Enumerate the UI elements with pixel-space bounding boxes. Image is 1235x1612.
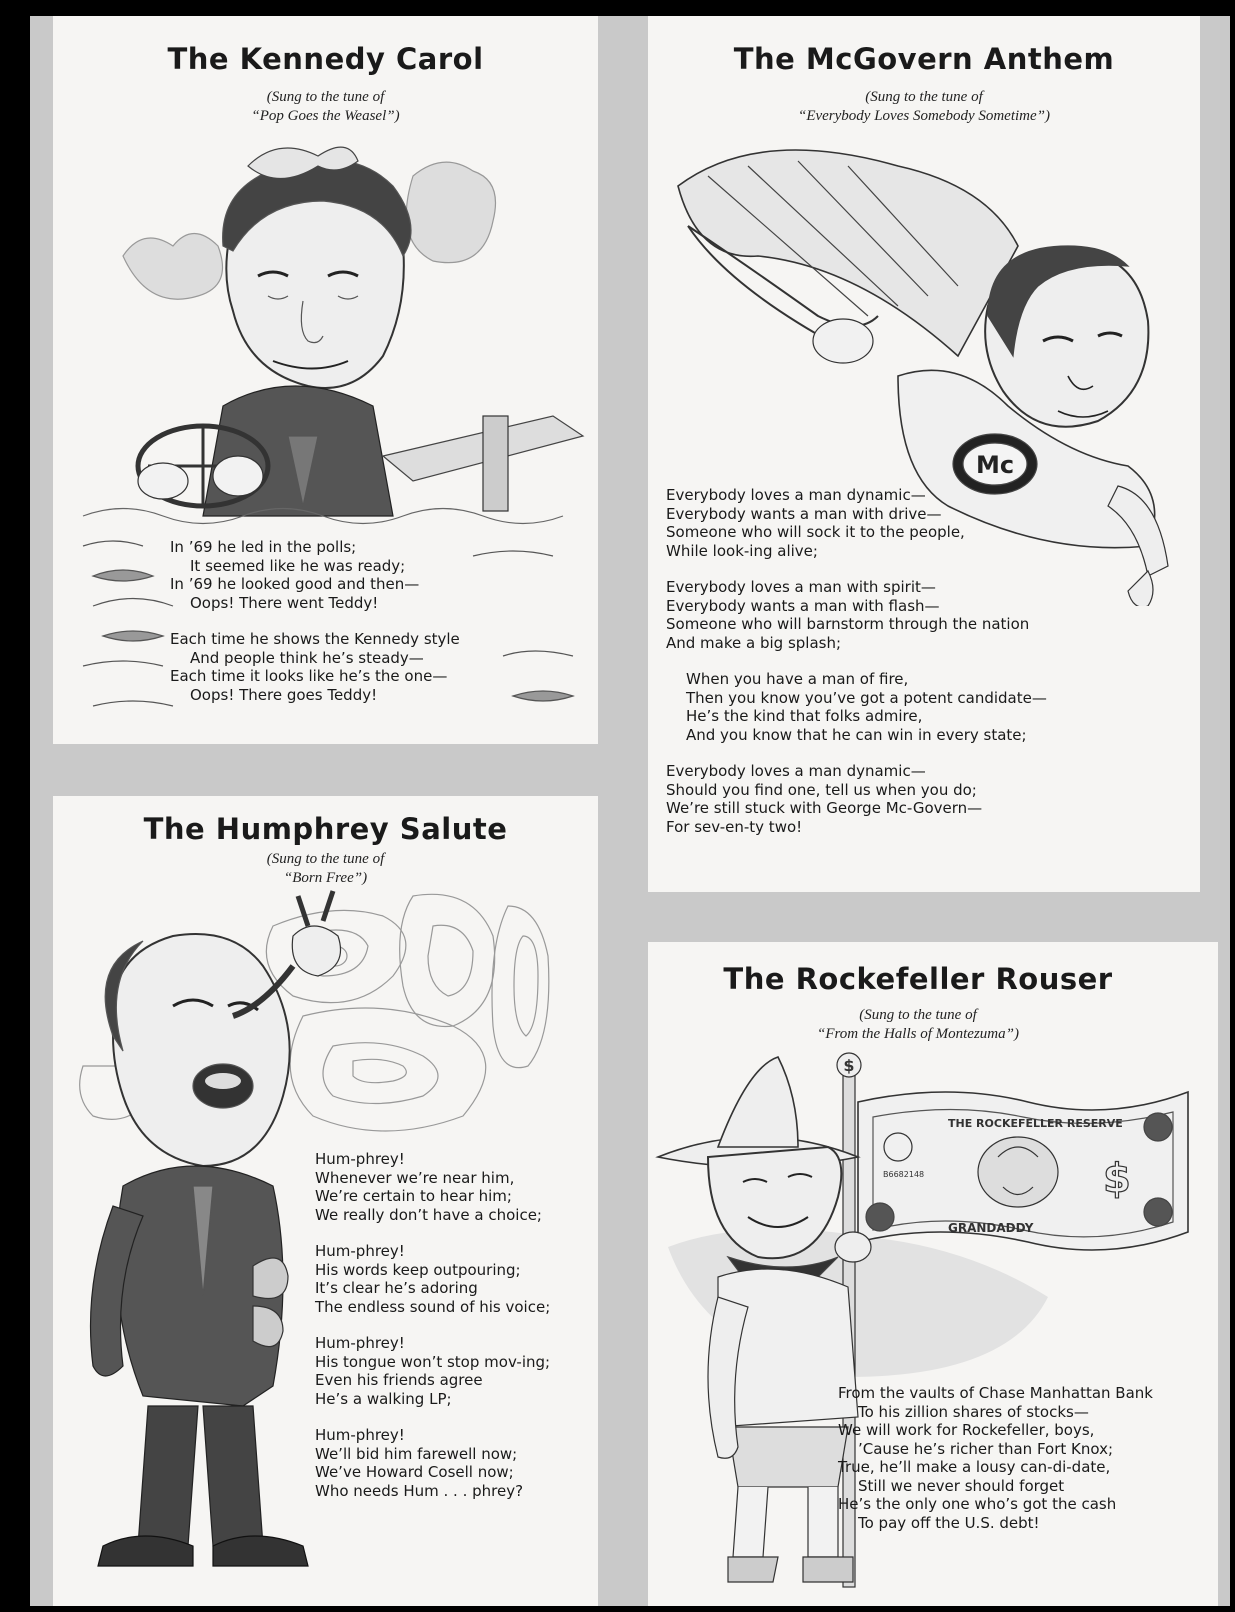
lyric-line: To his zillion shares of stocks— bbox=[858, 1402, 1089, 1421]
lyric-line: We really don’t have a choice; bbox=[315, 1205, 542, 1224]
lyric-line: From the vaults of Chase Manhattan Bank bbox=[838, 1384, 1153, 1402]
lyric-line: Everybody loves a man with spirit— bbox=[666, 578, 936, 596]
lyric-line: We will work for Rockefeller, boys, bbox=[838, 1421, 1095, 1439]
bill-bottom-text: GRANDADDY bbox=[948, 1221, 1034, 1235]
lyric-line: In ’69 he looked good and then— bbox=[170, 575, 420, 593]
lyric-line: It seemed like he was ready; bbox=[190, 556, 406, 575]
kennedy-title: The Kennedy Carol bbox=[167, 42, 484, 76]
humphrey-panel bbox=[53, 796, 598, 1606]
mcgovern-badge: Mc bbox=[975, 451, 1015, 479]
rockefeller-title: The Rockefeller Rouser bbox=[723, 962, 1113, 996]
rockefeller-tune-line1: (Sung to the tune of bbox=[859, 1007, 977, 1023]
lyric-line: Everybody loves a man dynamic— bbox=[666, 486, 926, 504]
lyric-line: Should you find one, tell us when you do; bbox=[666, 780, 977, 799]
bill-dollar-icon: $ bbox=[1103, 1156, 1131, 1202]
humphrey-tune bbox=[53, 850, 598, 888]
lyric-line: Then you know you’ve got a potent candidate— bbox=[686, 688, 1047, 707]
mcgovern-stanza-1 bbox=[666, 486, 1047, 560]
lyric-line: Everybody wants a man with flash— bbox=[666, 596, 940, 615]
mcgovern-panel bbox=[648, 16, 1200, 892]
mcgovern-tune bbox=[648, 88, 1200, 126]
kennedy-tune bbox=[53, 88, 598, 126]
mcgovern-lyrics bbox=[666, 486, 1047, 854]
magazine-page bbox=[30, 16, 1230, 1606]
bill-serial: B6682148 bbox=[883, 1170, 925, 1179]
lyric-line: Each time it looks like he’s the one— bbox=[170, 667, 448, 685]
kennedy-panel bbox=[53, 16, 598, 744]
rockefeller-panel bbox=[648, 942, 1218, 1606]
kennedy-lyrics bbox=[170, 538, 460, 722]
lyric-line: We’re still stuck with George Mc-Govern— bbox=[666, 799, 983, 817]
mcgovern-tune-line1: (Sung to the tune of bbox=[865, 89, 983, 105]
lyric-line: Hum-phrey! bbox=[315, 1242, 405, 1260]
lyric-line: Hum-phrey! bbox=[315, 1334, 405, 1352]
rockefeller-tune bbox=[618, 1006, 1218, 1044]
lyric-line: We’ll bid him farewell now; bbox=[315, 1444, 518, 1463]
lyric-line: The endless sound of his voice; bbox=[315, 1297, 551, 1316]
lyric-line: Hum-phrey! bbox=[315, 1150, 405, 1168]
lyric-line: Even his friends agree bbox=[315, 1371, 483, 1389]
mcgovern-tune-line2: “Everybody Loves Somebody Sometime”) bbox=[797, 108, 1051, 124]
lyric-line: Who needs Hum . . . phrey? bbox=[315, 1481, 524, 1500]
lyric-line: His tongue won’t stop mov-ing; bbox=[315, 1352, 551, 1371]
mcgovern-title: The McGovern Anthem bbox=[733, 42, 1115, 76]
lyric-line: We’ve Howard Cosell now; bbox=[315, 1463, 514, 1481]
rockefeller-lyrics bbox=[838, 1384, 1153, 1550]
kennedy-tune-line1: (Sung to the tune of bbox=[266, 89, 385, 105]
lyric-line: Hum-phrey! bbox=[315, 1426, 405, 1444]
lyric-line: Oops! There went Teddy! bbox=[190, 593, 379, 612]
kennedy-stanza-1 bbox=[170, 538, 460, 612]
lyric-line: In ’69 he led in the polls; bbox=[170, 538, 357, 556]
lyric-line: To pay off the U.S. debt! bbox=[858, 1513, 1040, 1532]
humphrey-lyrics bbox=[315, 1150, 550, 1518]
lyric-line: While look-ing alive; bbox=[666, 541, 818, 560]
lyric-line: Everybody wants a man with drive— bbox=[666, 504, 942, 523]
lyric-line: And you know that he can win in every state; bbox=[686, 725, 1027, 744]
lyric-line: Each time he shows the Kennedy style bbox=[170, 630, 460, 648]
lyric-line: He’s the only one who’s got the cash bbox=[838, 1495, 1117, 1513]
kennedy-tune-line2: “Pop Goes the Weasel”) bbox=[251, 108, 400, 124]
humphrey-stanza-2 bbox=[315, 1242, 550, 1316]
lyric-line: For sev-en-ty two! bbox=[666, 817, 803, 836]
humphrey-stanza-4 bbox=[315, 1426, 550, 1500]
lyric-line: ’Cause he’s richer than Fort Knox; bbox=[858, 1439, 1114, 1458]
humphrey-tune-line1: (Sung to the tune of bbox=[266, 851, 385, 867]
lyric-line: Everybody loves a man dynamic— bbox=[666, 762, 926, 780]
lyric-line: He’s the kind that folks admire, bbox=[686, 707, 923, 725]
mcgovern-stanza-3 bbox=[666, 670, 1047, 744]
lyric-line: And people think he’s steady— bbox=[190, 648, 424, 667]
lyric-line: When you have a man of fire, bbox=[686, 670, 909, 688]
humphrey-title: The Humphrey Salute bbox=[143, 812, 508, 846]
pole-dollar-icon: $ bbox=[843, 1056, 855, 1075]
lyric-line: His words keep outpouring; bbox=[315, 1260, 521, 1279]
humphrey-stanza-1 bbox=[315, 1150, 550, 1224]
rockefeller-tune-line2: “From the Halls of Montezuma”) bbox=[817, 1026, 1019, 1042]
lyric-line: We’re certain to hear him; bbox=[315, 1187, 512, 1205]
lyric-line: Oops! There goes Teddy! bbox=[190, 685, 378, 704]
mcgovern-stanza-4 bbox=[666, 762, 1047, 836]
lyric-line: Whenever we’re near him, bbox=[315, 1168, 515, 1187]
lyric-line: He’s a walking LP; bbox=[315, 1389, 452, 1408]
lyric-line: It’s clear he’s adoring bbox=[315, 1279, 478, 1297]
humphrey-tune-line2: “Born Free”) bbox=[283, 870, 368, 886]
bill-top-text: THE ROCKEFELLER RESERVE bbox=[948, 1117, 1123, 1130]
rockefeller-stanza-1 bbox=[838, 1384, 1153, 1532]
lyric-line: Someone who will sock it to the people, bbox=[666, 523, 965, 541]
humphrey-stanza-3 bbox=[315, 1334, 550, 1408]
kennedy-stanza-2 bbox=[170, 630, 460, 704]
mcgovern-stanza-2 bbox=[666, 578, 1047, 652]
lyric-line: True, he’ll make a lousy can-di-date, bbox=[838, 1458, 1111, 1476]
lyric-line: Someone who will barnstorm through the nation bbox=[666, 615, 1030, 633]
lyric-line: Still we never should forget bbox=[858, 1476, 1065, 1495]
lyric-line: And make a big splash; bbox=[666, 633, 842, 652]
